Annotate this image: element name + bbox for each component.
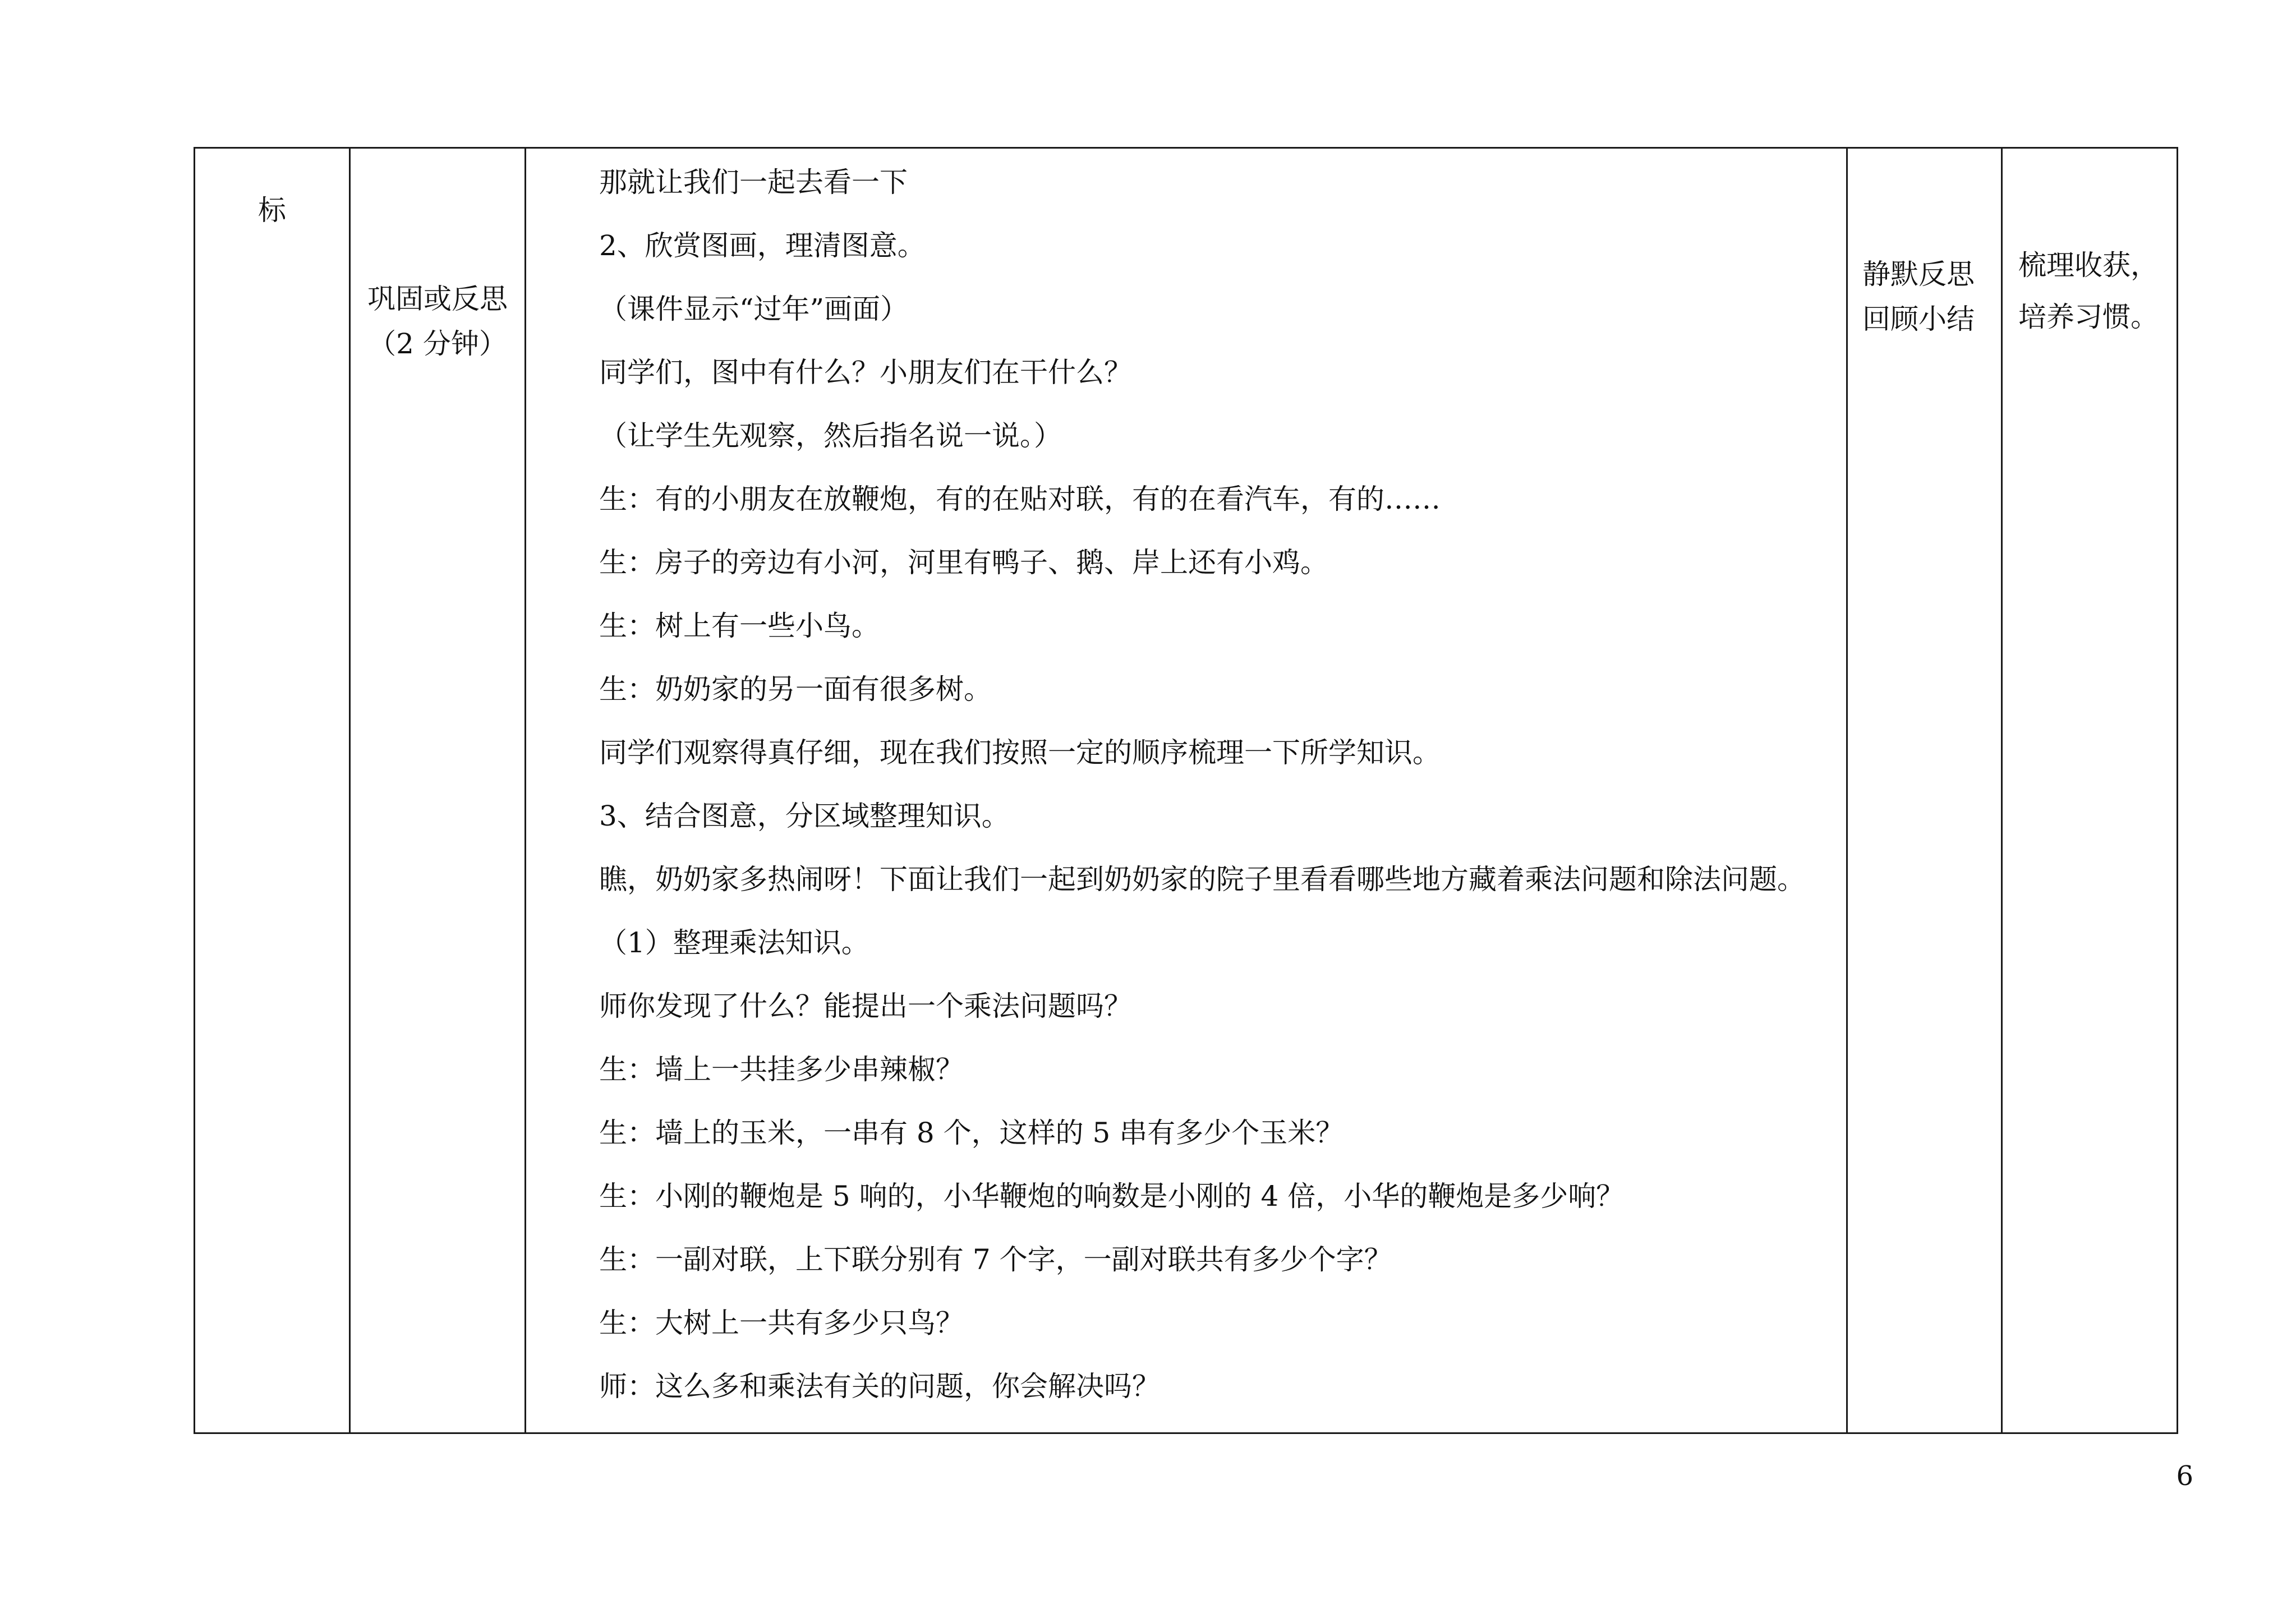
stage-name: 巩固或反思 [367,283,508,315]
goal-cell [195,148,350,1433]
stage-label [351,149,524,366]
student-activity-cell [1847,148,2002,1433]
list-item: 师你发现了什么？能提出一个乘法问题吗？ [599,990,1132,1022]
list-item: 那就让我们一起去看一下 [599,166,908,199]
design-intent [2003,149,2177,343]
student-activity-line: 回顾小结 [1862,303,1975,335]
design-intent-cell [2002,148,2178,1433]
design-intent-line: 培养习惯。 [2018,301,2159,333]
list-item: （1）整理乘法知识。 [599,926,869,959]
list-item: 瞧，奶奶家多热闹呀！下面让我们一起到奶奶家的院子里看看哪些地方藏着乘法问题和除法问题。 [599,863,1805,896]
list-item: 生：树上有一些小鸟。 [599,610,880,642]
list-item: 生：大树上一共有多少只鸟？ [599,1307,964,1339]
list-item: （课件显示“过年”画面） [599,293,909,325]
list-item: 生：墙上一共挂多少串辣椒？ [599,1053,964,1086]
list-item: 生：墙上的玉米，一串有 8 个，这样的 5 串有多少个玉米？ [599,1117,1344,1149]
stage-cell [350,148,526,1433]
page-number: 6 [2176,1460,2193,1492]
teaching-process-list [526,149,1846,1428]
design-intent-line: 梳理收获， [2018,249,2159,282]
list-item: 生：奶奶家的另一面有很多树。 [599,673,992,706]
list-item: 师：这么多和乘法有关的问题，你会解决吗？ [599,1370,1160,1403]
list-item: 生：小刚的鞭炮是 5 响的，小华鞭炮的响数是小刚的 4 倍，小华的鞭炮是多少响？ [599,1180,1625,1212]
list-item: 生：房子的旁边有小河，河里有鸭子、鹅、岸上还有小鸡。 [599,546,1328,579]
list-item: 3、结合图意，分区域整理知识。 [599,800,1010,832]
list-item: 生：有的小朋友在放鞭炮，有的在贴对联，有的在看汽车，有的…… [599,483,1441,515]
list-item: （让学生先观察，然后指名说一说。） [599,419,1062,452]
list-item: 同学们观察得真仔细，现在我们按照一定的顺序梳理一下所学知识。 [599,736,1441,769]
goal-label: 标 [258,194,286,227]
student-activity [1848,149,2001,342]
table-row [195,148,2178,1433]
teaching-process-cell [526,148,1847,1433]
lesson-plan-table [194,147,2178,1434]
list-item: 生：一副对联，上下联分别有 7 个字，一副对联共有多少个字？ [599,1243,1392,1276]
student-activity-line: 静默反思 [1862,258,1975,291]
stage-duration: （2 分钟） [368,328,507,360]
list-item: 2、欣赏图画，理清图意。 [599,229,926,262]
list-item: 同学们，图中有什么？小朋友们在干什么？ [599,356,1132,389]
